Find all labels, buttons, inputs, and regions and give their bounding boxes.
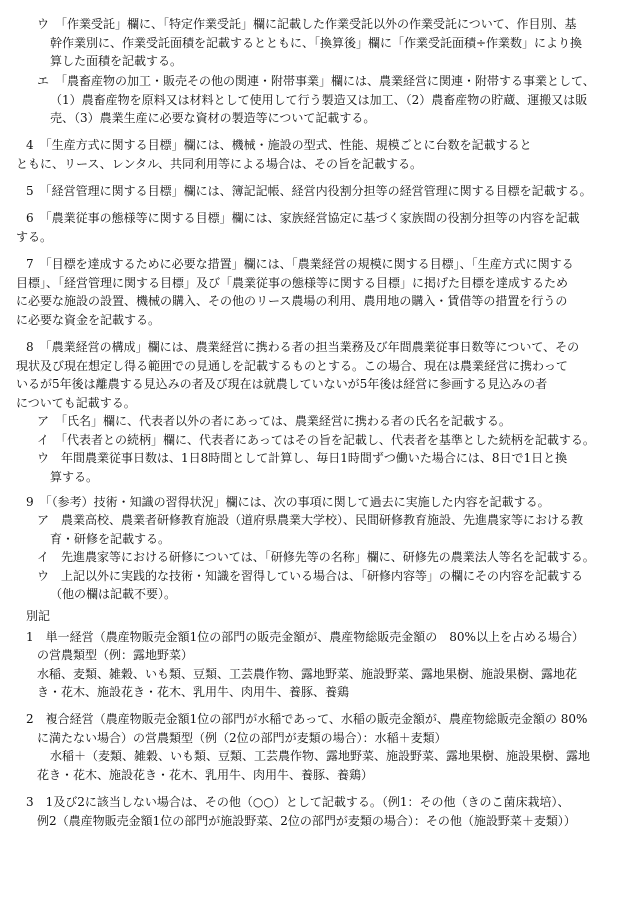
text-line: （他の欄は記載不要）。 (50, 587, 177, 601)
text-line: 5 「経営管理に関する目標」欄には、簿記記帳、経営内役割分担等の経営管理に関する目標を記載する。 (26, 184, 592, 198)
text-line: ともに、リース、レンタル、共同利用等による場合は、その旨を記載する。 (16, 157, 423, 171)
text-line: き・花木、施設花き・花木、乳用牛、肉用牛、養豚、養鶏 (37, 685, 350, 699)
text-line: する。 (16, 230, 53, 244)
text-line: いるが5年後は離農する見込みの者及び現在は就農していないが5年後は経営に参画する見込みの者 (16, 377, 548, 391)
text-line: 例2（農産物販売金額1位の部門が施設野菜、2位の部門が麦類の場合）：その他（施設野菜＋麦類）） (37, 814, 576, 828)
text-line: についても記載する。 (16, 396, 136, 410)
text-line: ア 「氏名」欄に、代表者以外の者にあっては、農業経営に携わる者の氏名を記載する。 (37, 414, 511, 428)
text-line: 9 「（参考）技術・知識の習得状況」欄には、次の事項に関して過去に実施した内容を記載する。 (26, 495, 550, 509)
text-line: 2 複合経営（農産物販売金額1位の部門が水稲であって、水稲の販売金額が、農産物総販売金額の 80% (26, 712, 588, 726)
text-line: 4 「生産方式に関する目標」欄には、機械・施設の型式、性能、規模ごとに台数を記載すると (26, 138, 532, 152)
text-line: の営農類型（例：露地野菜） (37, 648, 194, 662)
text-line: 6 「農業従事の態様等に関する目標」欄には、家族経営協定に基づく家族間の役割分担等の内容を記載 (26, 211, 580, 225)
text-line: （1）農畜産物を原料又は材料として使用して行う製造又は加工、（2）農畜産物の貯蔵、運搬又は販 (50, 93, 588, 107)
text-line: 別記 (26, 609, 51, 623)
text-line: に必要な資金を記載する。 (16, 313, 161, 327)
text-line: 算した面積を記載する。 (50, 54, 183, 68)
text-line: 算する。 (50, 470, 99, 484)
text-line: 3 1及び2に該当しない場合は、その他（○○）として記載する。（例1：その他（きのこ菌床栽培）、 (26, 795, 570, 809)
text-line: 育・研修を記載する。 (50, 532, 171, 546)
text-line: イ 「代表者との続柄」欄に、代表者にあってはその旨を記載し、代表者を基準とした続柄を記載する。 (37, 433, 595, 447)
text-line: ウ 上記以外に実践的な技術・知識を習得している場合は、「研修内容等」の欄にその内容を記載する (37, 569, 584, 583)
text-line: 水稲＋（麦類、雑穀、いも類、豆類、工芸農作物、露地野菜、施設野菜、露地果樹、施設果樹、露地 (50, 749, 591, 763)
text-line: に満たない場合）の営農類型（例（2位の部門が麦類の場合）：水稲＋麦類） (37, 731, 447, 745)
text-line: 目標」、「経営管理に関する目標」及び「農業従事の態様等に関する目標」に掲げた目標を達成するため (16, 276, 569, 290)
text-line: 現状及び現在想定し得る範囲での見通しを記載するものとする。この場合、現在は農業経営に携わって (16, 359, 568, 373)
text-line: イ 先進農家等における研修については、「研修先等の名称」欄に、研修先の農業法人等名を記載する。 (37, 550, 595, 564)
text-line: 1 単一経営（農産物販売金額1位の部門の販売金額が、農産物総販売金額の 80%以上を占める場合） (26, 630, 584, 644)
text-line: エ 「農畜産物の加工・販売その他の関連・附帯事業」欄には、農業経営に関連・附帯する事業として、 (37, 74, 595, 88)
text-line: ウ 年間農業従事日数は、1日8時間として計算し、毎日1時間ずつ働いた場合には、8日で1日と換 (37, 451, 568, 465)
text-line: 売、（3）農業生産に必要な資材の製造等について記載する。 (50, 111, 376, 125)
text-line: に必要な施設の設置、機械の購入、その他のリース農場の利用、農用地の購入・賃借等の措置を行うの (16, 294, 568, 308)
text-line: 花き・花木、施設花き・花木、乳用牛、肉用牛、養豚、養鶏） (37, 768, 374, 782)
text-line: ア 農業高校、農業者研修教育施設（道府県農業大学校）、民間研修教育施設、先進農家等における教 (37, 513, 584, 527)
text-line: 7 「目標を達成するために必要な措置」欄には、「農業経営の規模に関する目標」、「生産方式に関する (26, 257, 574, 271)
text-line: 幹作業別に、作業受託面積を記載するとともに、「換算後」欄に「作業受託面積÷作業数」により換 (50, 36, 583, 50)
text-line: 8 「農業経営の構成」欄には、農業経営に携わる者の担当業務及び年間農業従事日数等について、その (26, 340, 580, 354)
text-line: ウ 「作業受託」欄に、「特定作業受託」欄に記載した作業受託以外の作業受託について、作目別、基 (37, 17, 577, 31)
text-line: 水稲、麦類、雑穀、いも類、豆類、工芸農作物、露地野菜、施設野菜、露地果樹、施設果樹、露地花 (37, 667, 578, 681)
